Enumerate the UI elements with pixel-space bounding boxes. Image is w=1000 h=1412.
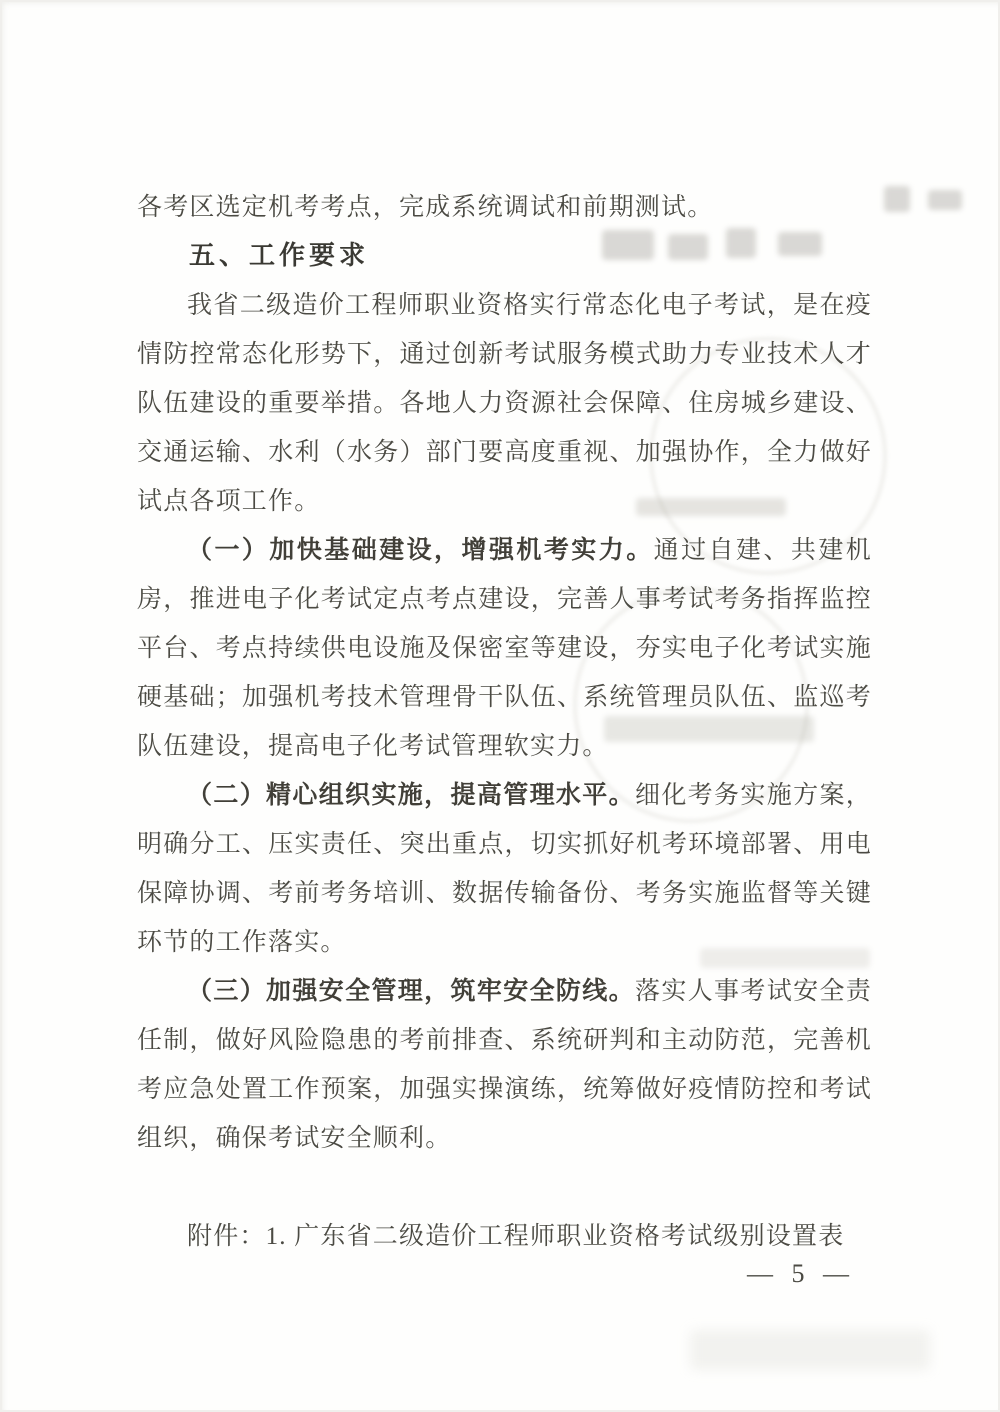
section-heading: 五、工作要求 [189, 241, 370, 271]
bleedthrough-smudge [928, 190, 962, 210]
item-2-body: 细化考务实施方案，明确分工、压实责任、突出重点，切实抓好机考环境部署、用电保障协调、考前考务培训、数据传输备份、考务实施监督等关键环节的工作落实。 [137, 782, 872, 956]
paragraph-item-1 [137, 526, 872, 771]
page-number: — 5 — [747, 1259, 855, 1288]
item-2-lead: （二）精心组织实施，提高管理水平。 [187, 782, 635, 809]
document-body [137, 183, 872, 1261]
paragraph-item-3 [137, 967, 872, 1163]
paragraph-continuation: 各考区选定机考考点，完成系统调试和前期测试。 [137, 194, 714, 221]
item-3-body: 落实人事考试安全责任制，做好风险隐患的考前排查、系统研判和主动防范，完善机考应急处置工作预案，加强实操演练，统筹做好疫情防控和考试组织，确保考试安全顺利。 [137, 978, 872, 1152]
attachment-line: 附件：1. 广东省二级造价工程师职业资格考试级别设置表 [187, 1223, 845, 1250]
item-1-body: 通过自建、共建机房，推进电子化考试定点考点建设，完善人事考试考务指挥监控平台、考点持续供电设施及保密室等建设，夯实电子化考试实施硬基础；加强机考技术管理骨干队伍、系统管理员队伍、监巡考队伍建设，提高电子化考试管理软实力。 [137, 537, 872, 760]
item-1-lead: （一）加快基础建设，增强机考实力。 [187, 537, 654, 564]
bleedthrough-smudge [884, 186, 910, 212]
item-3-lead: （三）加强安全管理，筑牢安全防线。 [187, 978, 635, 1005]
bleedthrough-smudge [690, 1330, 930, 1370]
paragraph-intro: 我省二级造价工程师职业资格实行常态化电子考试，是在疫情防控常态化形势下，通过创新考试服务模式助力专业技术人才队伍建设的重要举措。各地人力资源社会保障、住房城乡建设、交通运输、水利（水务）部门要高度重视、加强协作，全力做好试点各项工作。 [137, 292, 872, 515]
paragraph-item-2 [137, 771, 872, 967]
